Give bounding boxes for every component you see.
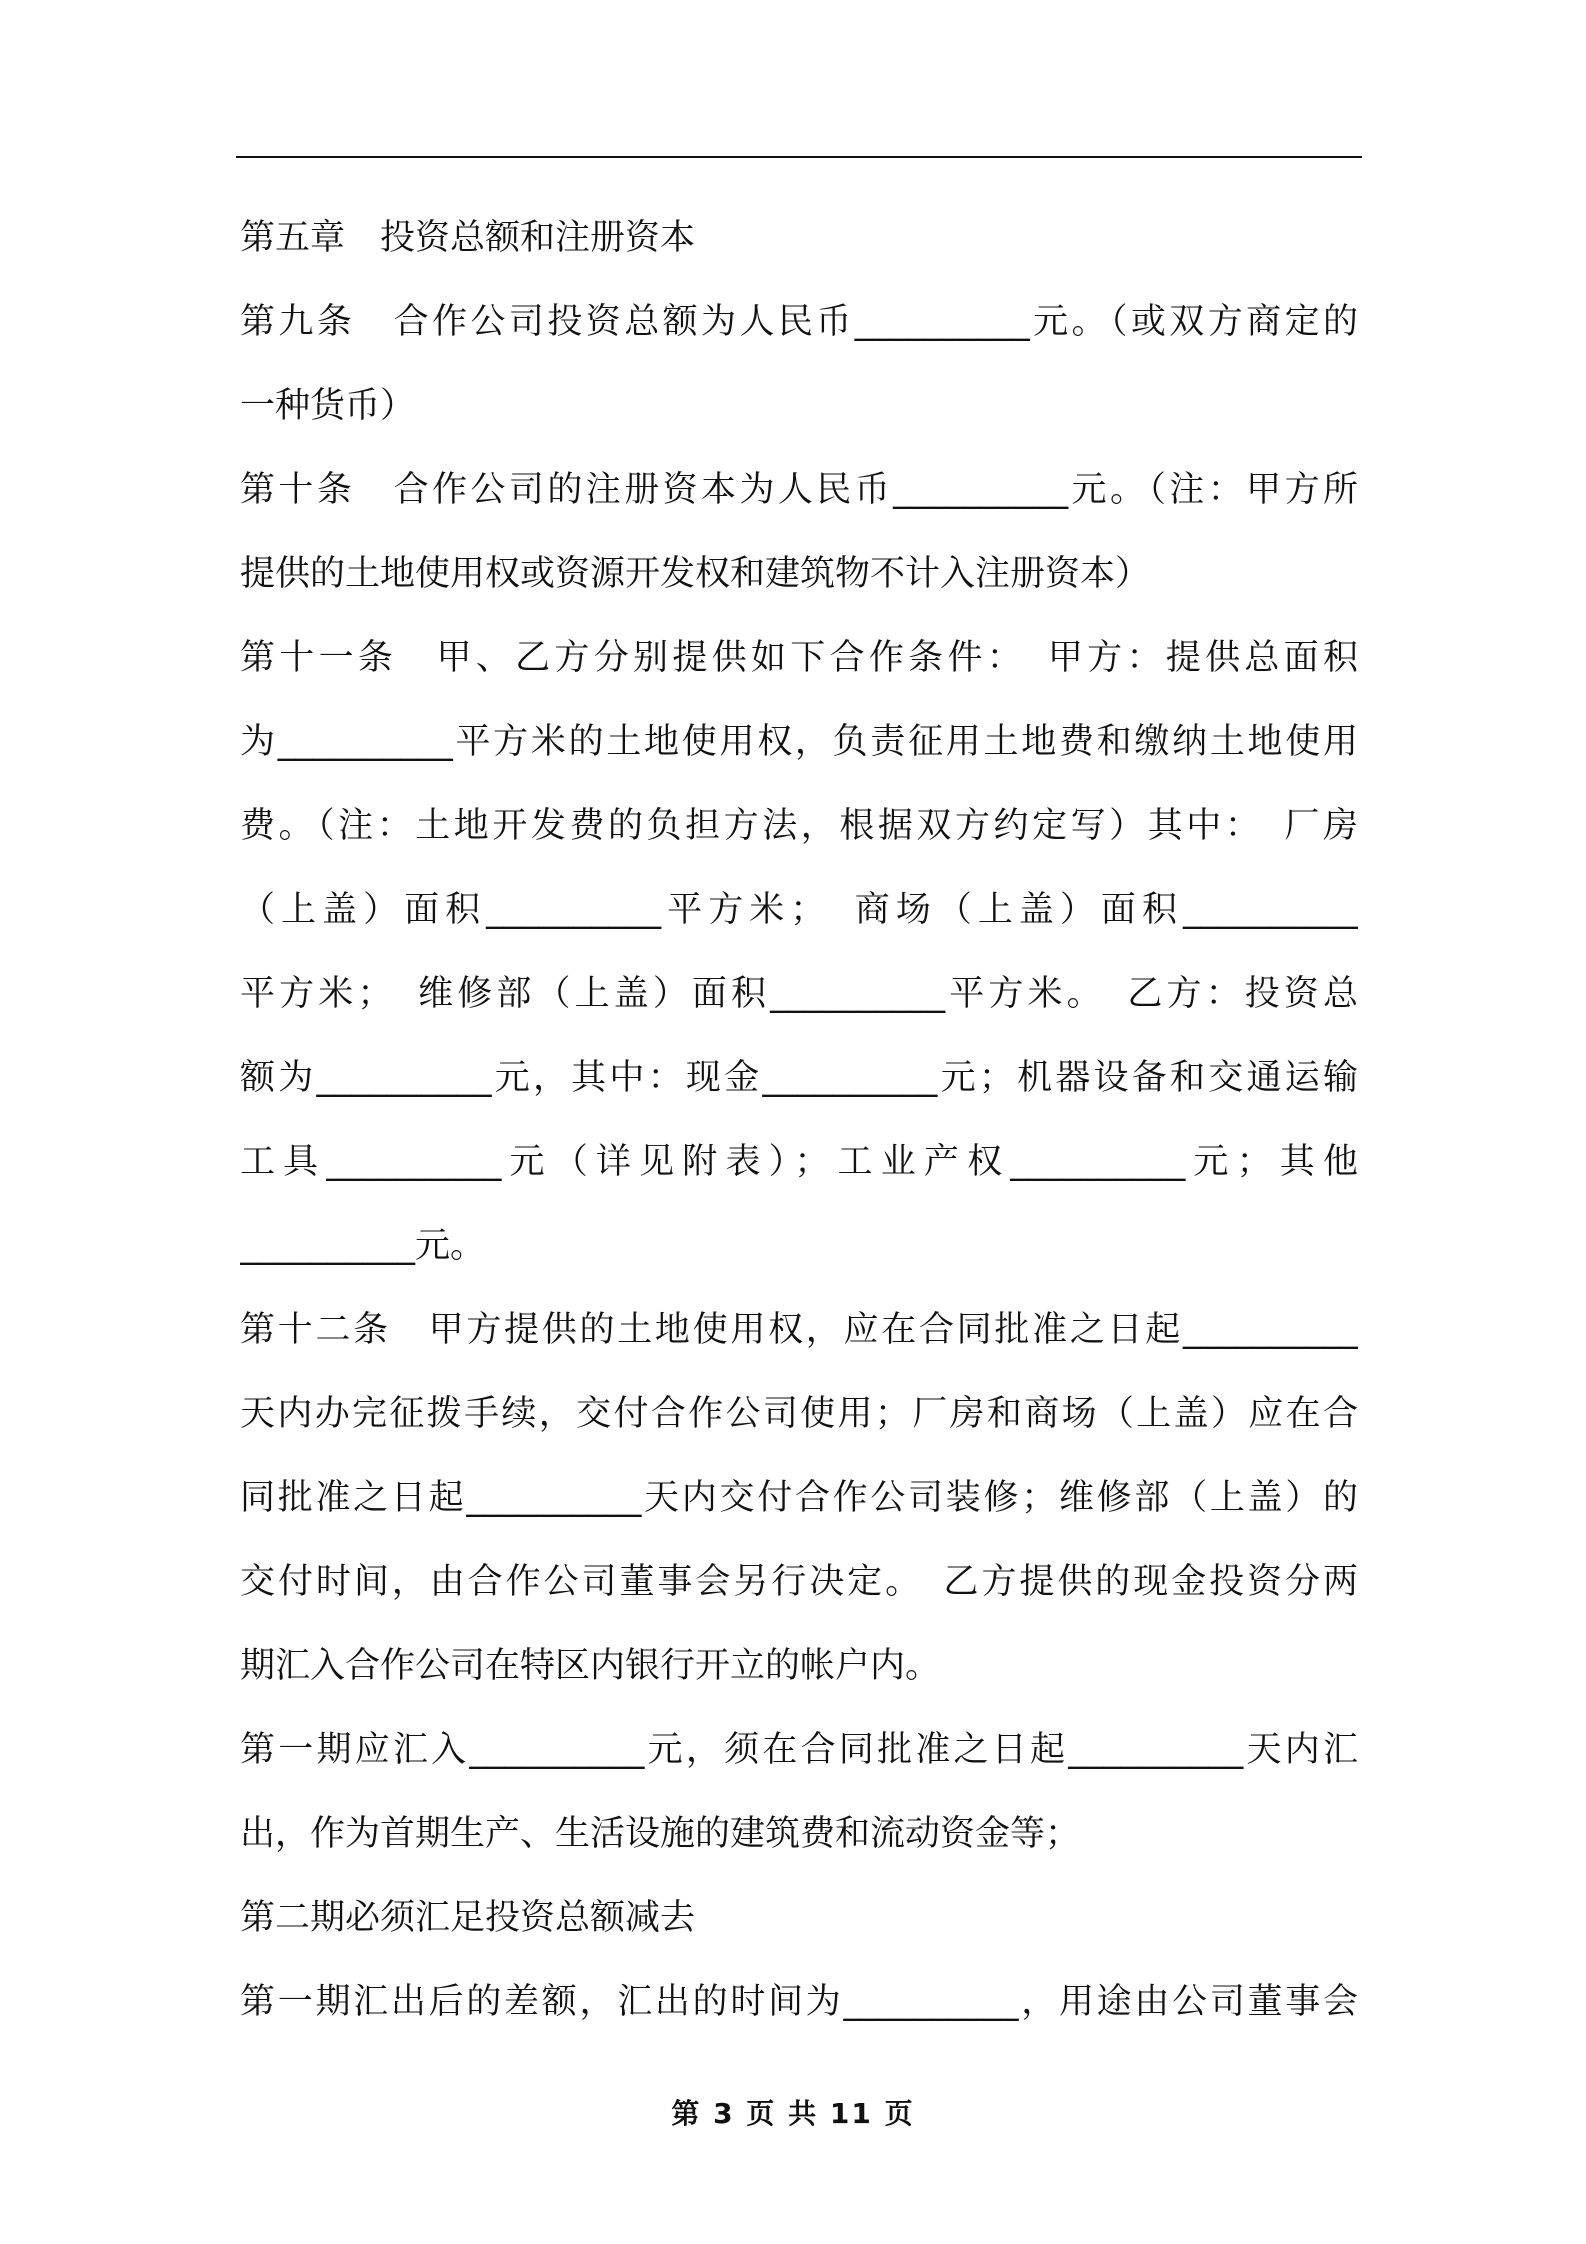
text-line: 提供的土地使用权或资源开发权和建筑物不计入注册资本） [240, 554, 1151, 594]
text-line: 费。（注：土地开发费的负担方法，根据双方约定写）其中： 厂房 [240, 806, 1358, 846]
text-line: 第五章 投资总额和注册资本 [240, 218, 696, 258]
text-line: 第十条 合作公司的注册资本为人民币__________元。（注：甲方所 [240, 470, 1358, 510]
text-line: 期汇入合作公司在特区内银行开立的帐户内。 [240, 1646, 941, 1686]
text-line: 平方米； 维修部（上盖）面积__________平方米。 乙方：投资总 [240, 974, 1358, 1014]
text-line: 交付时间，由合作公司董事会另行决定。 乙方提供的现金投资分两 [240, 1562, 1358, 1602]
page-number: 第 3 页 共 11 页 [671, 2097, 915, 2130]
text-line: 工具__________元（详见附表）；工业产权__________元；其他 [240, 1142, 1358, 1182]
text-line: __________元。 [240, 1226, 486, 1266]
text-line: 出，作为首期生产、生活设施的建筑费和流动资金等； [240, 1814, 1081, 1854]
text-line: 天内办完征拨手续，交付合作公司使用；厂房和商场（上盖）应在合 [240, 1394, 1358, 1434]
text-line: 同批准之日起__________天内交付合作公司装修；维修部（上盖）的 [240, 1478, 1358, 1518]
text-line: 第一期应汇入__________元，须在合同批准之日起__________天内汇 [240, 1730, 1358, 1770]
header-divider [236, 156, 1362, 158]
text-line: 为__________平方米的土地使用权，负责征用土地费和缴纳土地使用 [240, 722, 1358, 762]
text-line: 第二期必须汇足投资总额减去 [240, 1898, 696, 1938]
text-line: 第十二条 甲方提供的土地使用权，应在合同批准之日起__________ [240, 1310, 1358, 1350]
text-line: 第十一条 甲、乙方分别提供如下合作条件： 甲方：提供总面积 [240, 638, 1358, 678]
text-line: 额为__________元，其中：现金__________元；机器设备和交通运输 [240, 1058, 1358, 1098]
text-line: 第一期汇出后的差额，汇出的时间为__________，用途由公司董事会 [240, 1982, 1358, 2022]
text-line: （上盖）面积__________平方米； 商场（上盖）面积__________ [240, 890, 1358, 930]
document-body [240, 196, 1358, 2044]
text-line: 一种货币） [240, 386, 416, 426]
text-line: 第九条 合作公司投资总额为人民币__________元。（或双方商定的 [240, 302, 1358, 342]
